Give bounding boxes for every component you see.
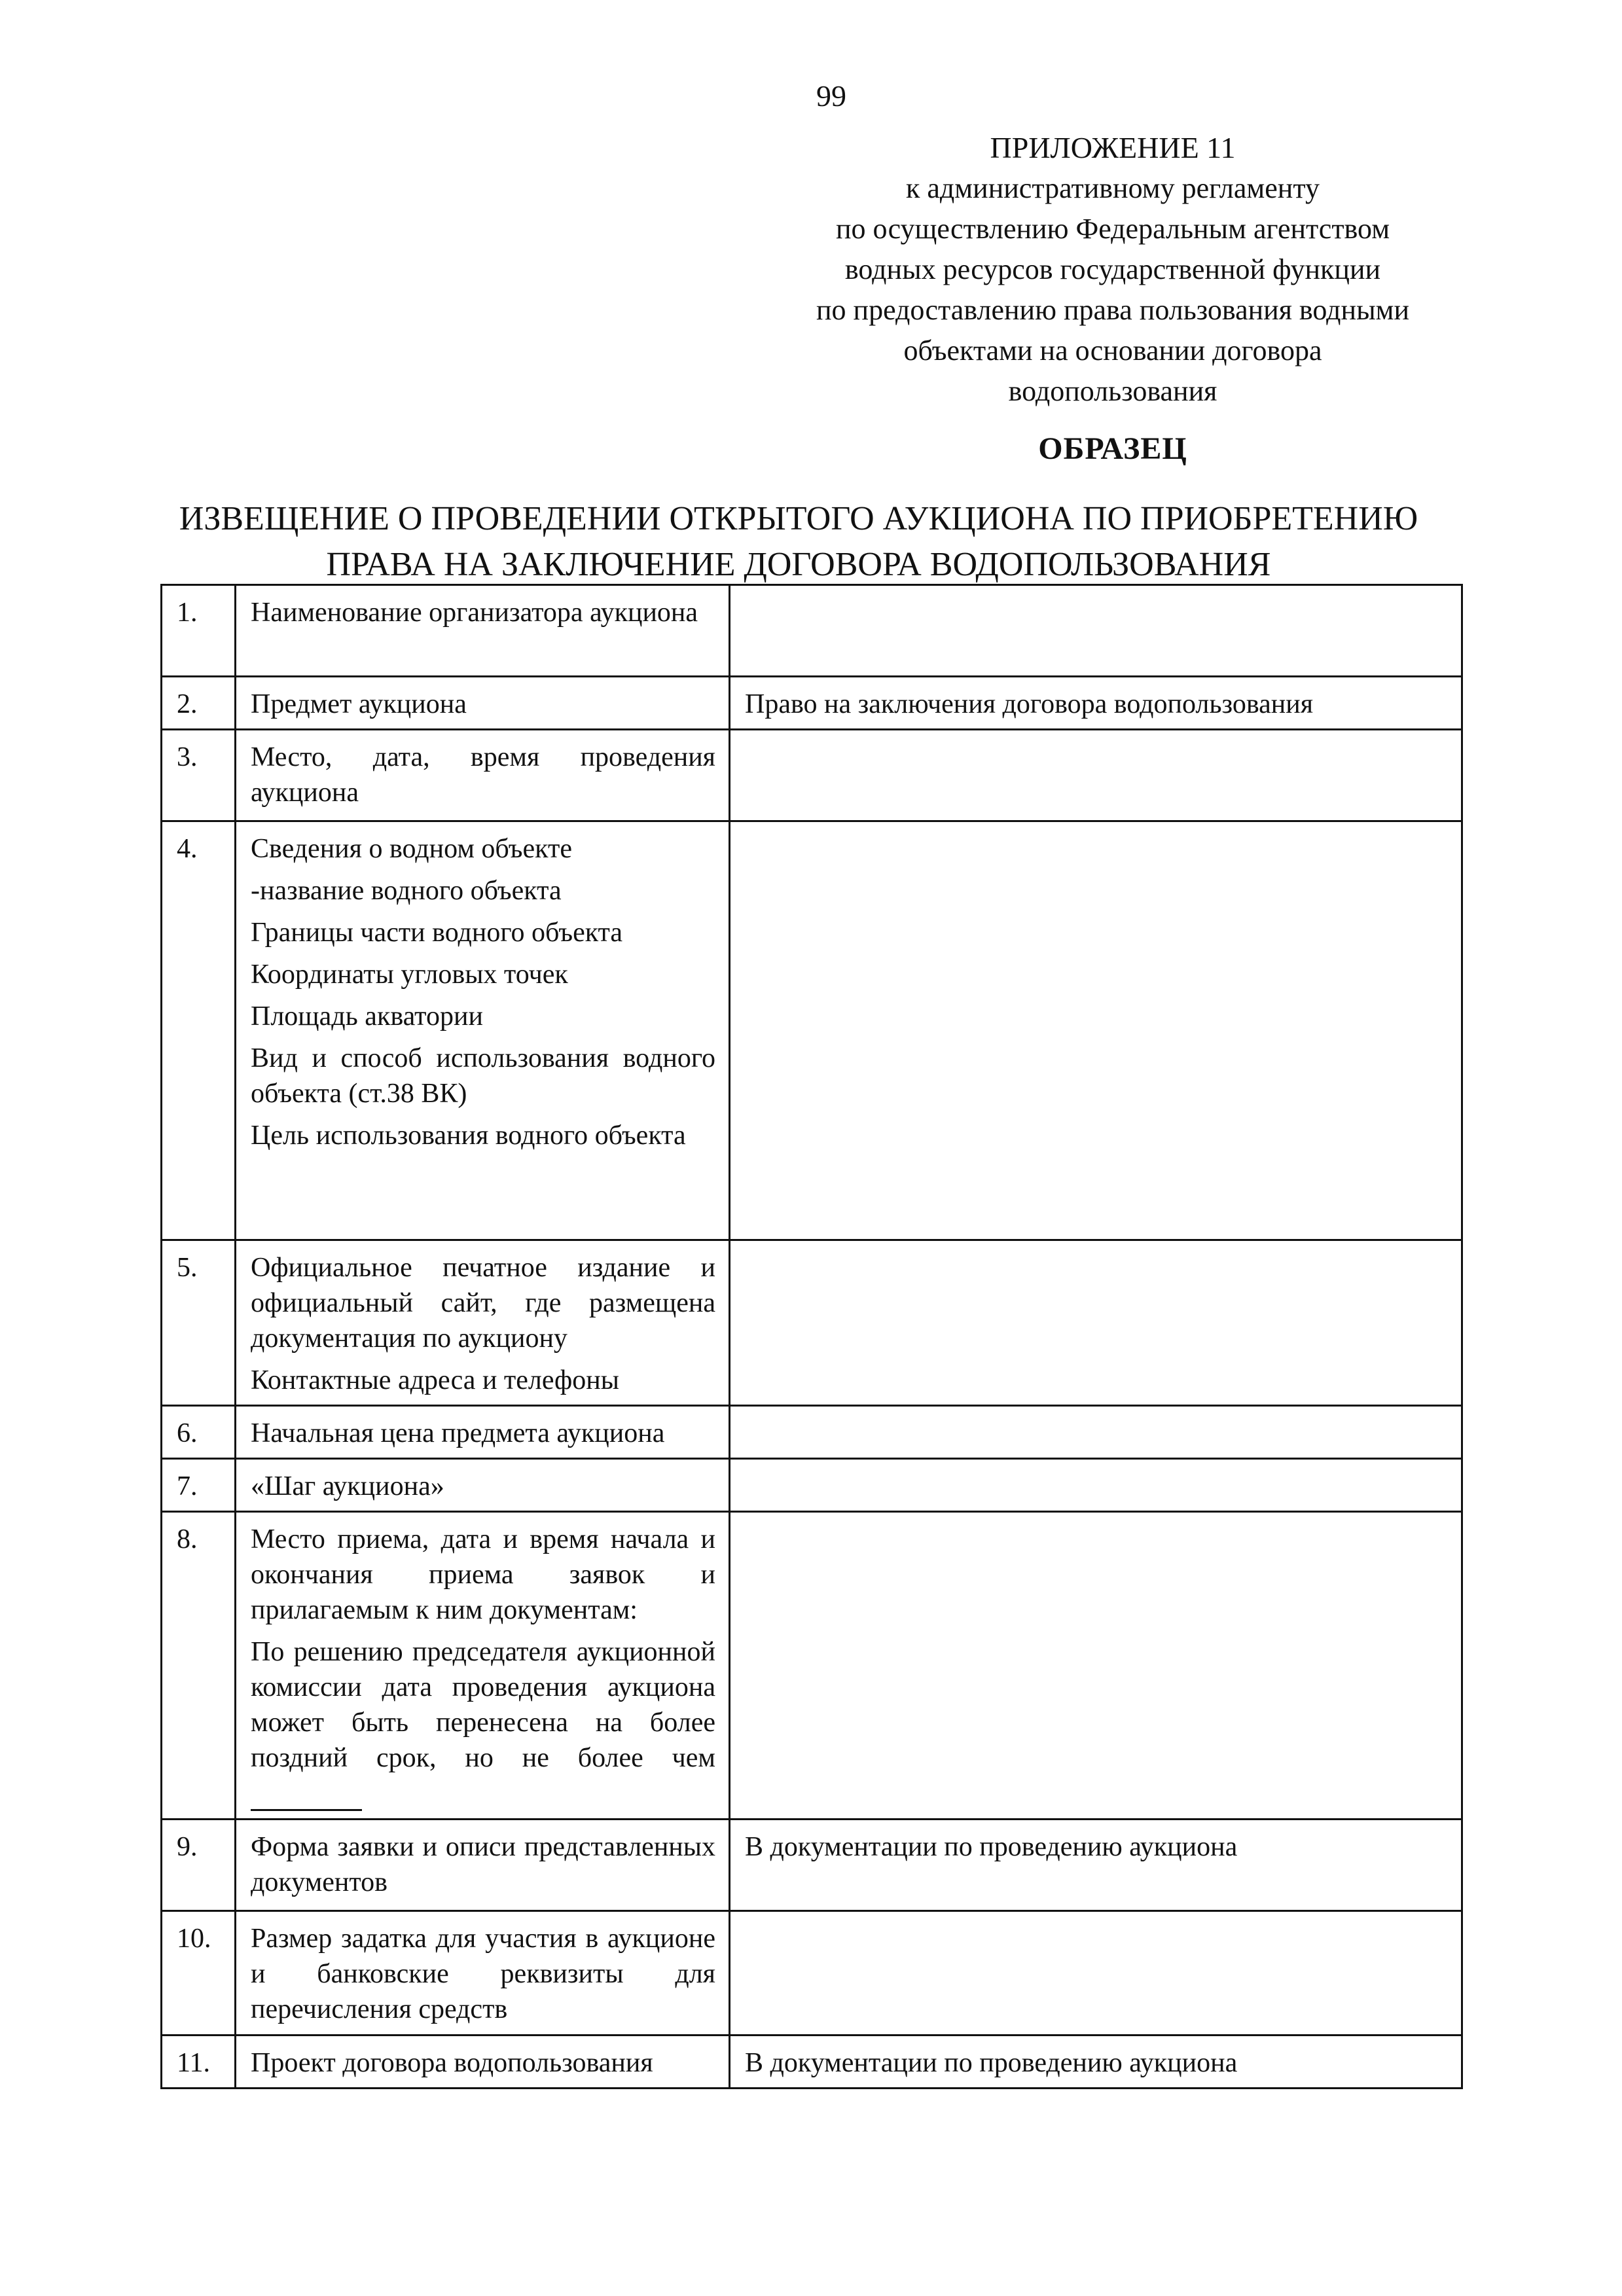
appendix-line: по осуществлению Федеральным агентством: [835, 213, 1390, 245]
row-label-text: Цель использования водного объекта: [251, 1121, 686, 1151]
row-label-text: Место приема, дата и время начала и окончания приема заявок и прилагаемым к ним документам:: [251, 1524, 715, 1625]
row-label-text: «Шаг аукциона»: [251, 1471, 444, 1501]
row-value: В документации по проведению аукциона: [730, 2036, 1462, 2089]
row-number: 11.: [162, 2036, 236, 2089]
row-value: [730, 1911, 1462, 2036]
row-label-text: Площадь акватории: [251, 1001, 483, 1031]
row-value: В документации по проведению аукциона: [730, 1820, 1462, 1911]
row-number: 4.: [162, 821, 236, 1240]
table-row: [162, 730, 1462, 821]
row-number: 7.: [162, 1459, 236, 1512]
row-label-text: Форма заявки и описи представленных документов: [251, 1832, 715, 1897]
row-value: [730, 730, 1462, 821]
row-label: [236, 1911, 730, 2036]
row-value: [730, 821, 1462, 1240]
row-value: [730, 1240, 1462, 1406]
table-row: [162, 585, 1462, 677]
row-label: [236, 1459, 730, 1512]
table-row: [162, 1406, 1462, 1459]
row-label-text: Размер задатка для участия в аукционе и банковские реквизиты для перечисления средств: [251, 1924, 715, 2024]
page-number: 99: [816, 79, 846, 113]
row-number: 10.: [162, 1911, 236, 2036]
row-label: [236, 730, 730, 821]
appendix-line: по предоставлению права пользования водными: [816, 294, 1410, 326]
notice-table: [160, 584, 1463, 2089]
row-label-text: Проект договора водопользования: [251, 2048, 653, 2078]
row-label-text: Официальное печатное издание и официальный сайт, где размещена документация по аукциону: [251, 1253, 715, 1354]
table-row: [162, 1911, 1462, 2036]
appendix-line: водных ресурсов государственной функции: [844, 253, 1381, 285]
row-label-text: -название водного объекта: [251, 876, 562, 906]
notice-title: [144, 496, 1453, 588]
table-row: [162, 677, 1462, 730]
row-label-text: Начальная цена предмета аукциона: [251, 1418, 665, 1448]
table-row: [162, 1820, 1462, 1911]
row-label: [236, 1512, 730, 1820]
table-row: [162, 1459, 1462, 1512]
sample-label: ОБРАЗЕЦ: [1038, 431, 1187, 466]
row-label-text: Предмет аукциона: [251, 689, 467, 719]
row-number: 6.: [162, 1406, 236, 1459]
row-label-text: Границы части водного объекта: [251, 918, 623, 948]
table-row: [162, 1512, 1462, 1820]
row-label-text: Координаты угловых точек: [251, 960, 568, 990]
row-label: [236, 821, 730, 1240]
row-value: [730, 1406, 1462, 1459]
table-row: [162, 2036, 1462, 2089]
row-value: Право на заключения договора водопользования: [730, 677, 1462, 730]
row-number: 2.: [162, 677, 236, 730]
row-label-text: Контактные адреса и телефоны: [251, 1365, 619, 1395]
row-label: [236, 1240, 730, 1406]
row-number: 8.: [162, 1512, 236, 1820]
table-row: [162, 821, 1462, 1240]
row-value: [730, 1459, 1462, 1512]
row-label-text: [251, 1634, 715, 1811]
row-value: [730, 1512, 1462, 1820]
row-label: [236, 585, 730, 677]
appendix-line: к административному регламенту: [906, 172, 1320, 204]
table-row: [162, 1240, 1462, 1406]
appendix-title: ПРИЛОЖЕНИЕ 11: [990, 131, 1236, 164]
row-label-text: Вид и способ использования водного объекта (ст.38 ВК): [251, 1043, 715, 1109]
row-number: 1.: [162, 585, 236, 677]
row-label-text: Сведения о водном объекте: [251, 834, 572, 864]
row-number: 9.: [162, 1820, 236, 1911]
row-label-text: Наименование организатора аукциона: [251, 598, 698, 628]
row-value: [730, 585, 1462, 677]
row-label: [236, 1820, 730, 1911]
blank-line: [251, 1783, 362, 1811]
appendix-header: [687, 128, 1538, 412]
notice-title-line: ПРАВА НА ЗАКЛЮЧЕНИЕ ДОГОВОРА ВОДОПОЛЬЗОВАНИЯ: [326, 546, 1271, 583]
appendix-line: водопользования: [1008, 375, 1217, 407]
appendix-line: объектами на основании договора: [903, 334, 1322, 367]
row-label-text-part: По решению председателя аукционной комиссии дата проведения аукциона может быть перенесена на более поздний срок, но не более чем: [251, 1637, 715, 1773]
row-number: 3.: [162, 730, 236, 821]
row-label-text: Место, дата, время проведения аукциона: [251, 742, 715, 808]
row-label: [236, 677, 730, 730]
notice-title-line: ИЗВЕЩЕНИЕ О ПРОВЕДЕНИИ ОТКРЫТОГО АУКЦИОНА ПО ПРИОБРЕТЕНИЮ: [179, 500, 1418, 537]
row-number: 5.: [162, 1240, 236, 1406]
row-label: [236, 2036, 730, 2089]
row-label: [236, 1406, 730, 1459]
